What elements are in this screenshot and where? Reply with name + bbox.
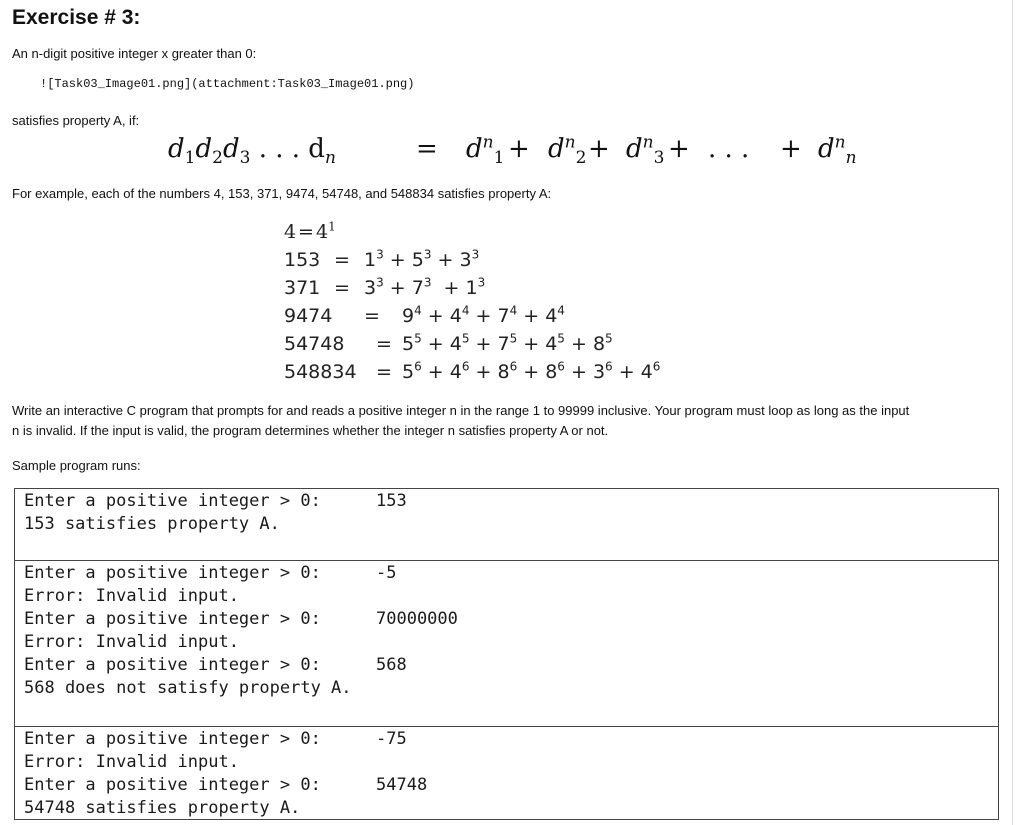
- formula-plus-2: +: [588, 134, 610, 164]
- run-line: 568 does not satisfy property A.: [24, 678, 352, 698]
- formula-term-n: $d^n_n$: [818, 132, 857, 169]
- formula-equals: =: [416, 134, 438, 164]
- run-line: Enter a positive integer > 0: 70000000: [24, 609, 458, 629]
- formula-lhs: $d_1d_2d_3$ . . . $d_n$: [168, 134, 336, 169]
- sample-run-3: [15, 727, 998, 821]
- run-line: 153 satisfies property A.: [24, 514, 280, 534]
- task-text-line-1: Write an interactive C program that prompts for and reads a positive integer n in the range 1 to 99999 inclusive. Your program must loop as long as the input: [12, 403, 910, 418]
- sample-runs-label: Sample program runs:: [12, 458, 141, 473]
- formula-ellipsis: . . .: [708, 134, 750, 164]
- formula-plus-4: +: [780, 134, 802, 164]
- formula-plus-3: +: [668, 134, 690, 164]
- run-line: Error: Invalid input.: [24, 752, 239, 772]
- formula-term-2: $d^n_2$: [548, 132, 587, 169]
- task-text-line-2: n is invalid. If the input is valid, the program determines whether the integer n satisfies property A or not.: [12, 423, 609, 438]
- condition-text: satisfies property A, if:: [12, 113, 140, 128]
- example-intro: For example, each of the numbers 4, 153, 371, 9474, 54748, and 548834 satisfies property A:: [12, 186, 552, 201]
- sample-runs-panel: [14, 488, 999, 820]
- run-line: Enter a positive integer > 0: -5: [24, 563, 397, 583]
- run-line: Enter a positive integer > 0: -75: [24, 729, 407, 749]
- formula-term-1: $d^n_1$: [466, 132, 505, 169]
- property-formula: [168, 128, 868, 172]
- formula-term-3: $d^n_3$: [626, 132, 665, 169]
- page-title: Exercise # 3:: [12, 6, 141, 29]
- run-line: Enter a positive integer > 0: 153: [24, 491, 407, 511]
- sample-run-2: [15, 561, 998, 727]
- formula-plus-1: +: [508, 134, 530, 164]
- run-line: 54748 satisfies property A.: [24, 798, 301, 818]
- sample-run-1: [15, 489, 998, 561]
- run-line: Error: Invalid input.: [24, 632, 239, 652]
- intro-text: An n-digit positive integer x greater than 0:: [12, 46, 257, 61]
- run-line: Error: Invalid input.: [24, 586, 239, 606]
- image-reference: ![Task03_Image01.png](attachment:Task03_Image01.png): [40, 77, 415, 91]
- run-line: Enter a positive integer > 0: 568: [24, 655, 407, 675]
- run-line: Enter a positive integer > 0: 54748: [24, 775, 428, 795]
